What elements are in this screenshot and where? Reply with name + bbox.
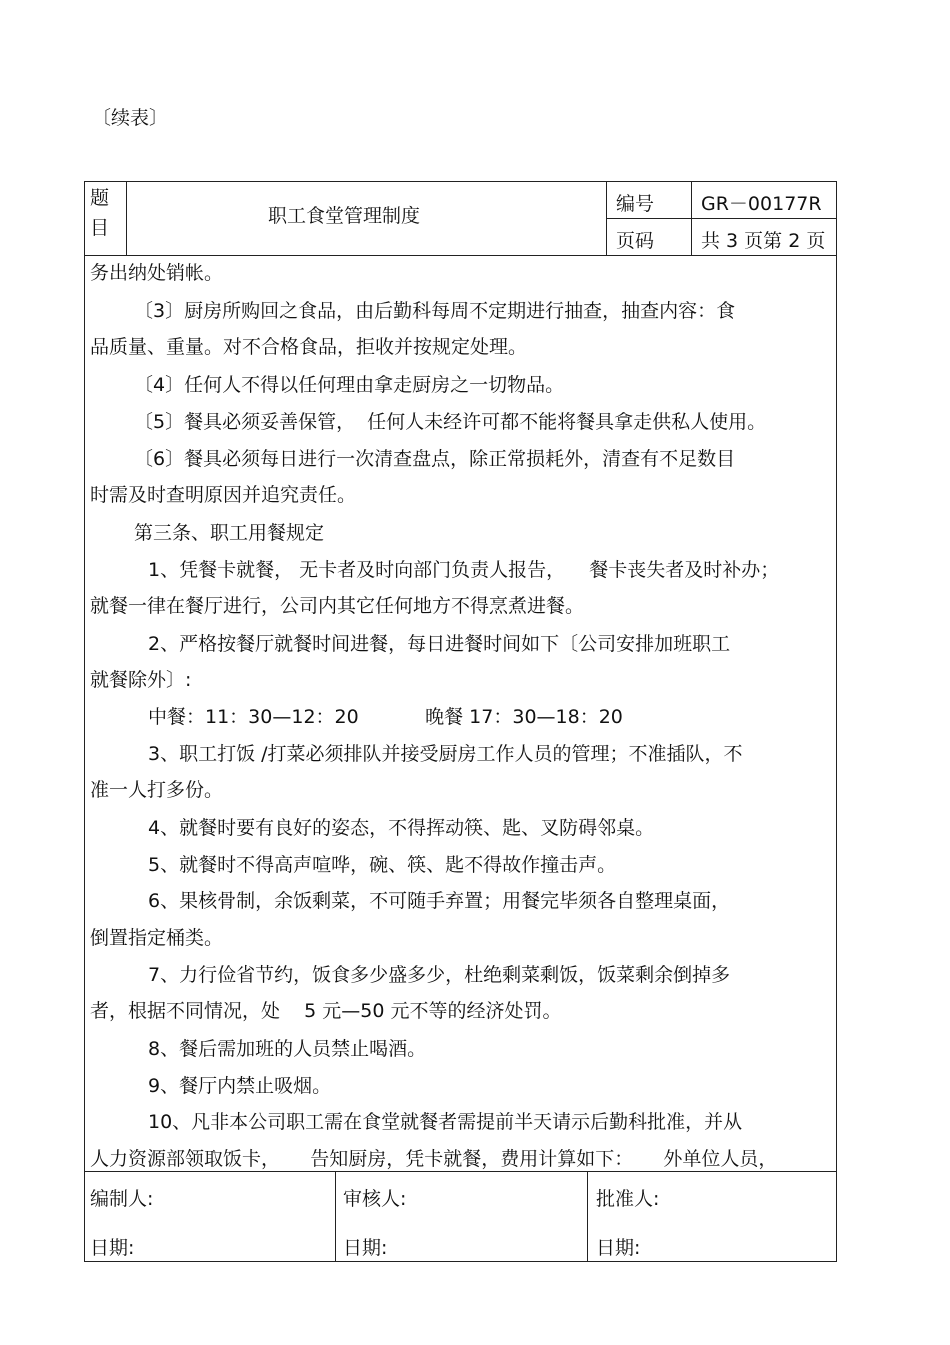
approved-date-label: 日期: <box>596 1237 641 1259</box>
body-line: 准一人打多份。 <box>90 779 224 801</box>
divider <box>606 218 837 219</box>
body-line: 倒置指定桶类。 <box>90 927 224 949</box>
body-line: 者，根据不同情况，处 5 元—50 元不等的经济处罚。 <box>90 1000 562 1022</box>
document-title: 职工食堂管理制度 <box>268 205 421 227</box>
reviewed-by-label: 审核人: <box>343 1188 407 1210</box>
body-line: 4、就餐时要有良好的姿态，不得挥动筷、匙、叉防碍邻桌。 <box>148 817 655 839</box>
body-line: 品质量、重量。对不合格食品，拒收并按规定处理。 <box>90 336 528 358</box>
body-line: 1、凭餐卡就餐， 无卡者及时向部门负责人报告， 餐卡丧失者及时补办； <box>148 559 780 581</box>
continuation-label: 〔续表〕 <box>92 107 169 129</box>
approved-by-label: 批准人: <box>596 1188 660 1210</box>
reviewed-date-label: 日期: <box>343 1237 388 1259</box>
page-label: 页码 <box>616 230 655 252</box>
divider <box>84 255 837 256</box>
prepared-by-label: 编制人: <box>90 1188 154 1210</box>
body-line: 7、力行俭省节约，饭食多少盛多少，杜绝剩菜剩饭，饭菜剩余倒掉多 <box>148 964 731 986</box>
divider <box>335 1171 336 1262</box>
section-heading: 第三条、职工用餐规定 <box>134 522 325 544</box>
body-line: 〔4〕任何人不得以任何理由拿走厨房之一切物品。 <box>134 374 565 396</box>
page-indicator: 共 3 页第 2 页 <box>701 230 826 252</box>
body-line: 8、餐后需加班的人员禁止喝酒。 <box>148 1038 427 1060</box>
divider <box>587 1171 588 1262</box>
divider <box>126 181 127 255</box>
body-line: 6、果核骨制，余饭剩菜，不可随手弃置；用餐完毕须各自整理桌面， <box>148 890 731 912</box>
body-line: 2、严格按餐厅就餐时间进餐，每日进餐时间如下〔公司安排加班职工 <box>148 633 731 655</box>
body-line: 务出纳处销帐。 <box>90 262 224 284</box>
prepared-date-label: 日期: <box>90 1237 135 1259</box>
body-line: 10、凡非本公司职工需在食堂就餐者需提前半天请示后勤科批准，并从 <box>148 1111 743 1133</box>
body-line: 〔3〕厨房所购回之食品，由后勤科每周不定期进行抽查，抽查内容：食 <box>134 300 736 322</box>
meal-times: 中餐：11：30—12：20 晚餐 17：30—18：20 <box>148 706 623 728</box>
document-number: GR－00177R <box>701 193 822 215</box>
body-line: 3、职工打饭 /打菜必须排队并接受厨房工作人员的管理；不准插队，不 <box>148 743 743 765</box>
body-line: 9、餐厅内禁止吸烟。 <box>148 1075 332 1097</box>
body-line: 5、就餐时不得高声喧哗，碗、筷、匙不得故作撞击声。 <box>148 854 617 876</box>
body-line: 就餐除外〕: <box>90 669 192 691</box>
body-line: 〔6〕餐具必须每日进行一次清查盘点，除正常损耗外，清查有不足数目 <box>134 448 736 470</box>
body-line: 〔5〕餐具必须妥善保管， 任何人未经许可都不能将餐具拿走供私人使用。 <box>134 411 767 433</box>
body-line: 时需及时查明原因并追究责任。 <box>90 484 357 506</box>
body-line: 人力资源部领取饭卡， 告知厨房，凭卡就餐，费用计算如下： 外单位人员， <box>90 1148 778 1170</box>
title-label: 题目 <box>90 187 110 239</box>
number-label: 编号 <box>616 193 655 215</box>
body-line: 就餐一律在餐厅进行，公司内其它任何地方不得烹煮进餐。 <box>90 595 585 617</box>
